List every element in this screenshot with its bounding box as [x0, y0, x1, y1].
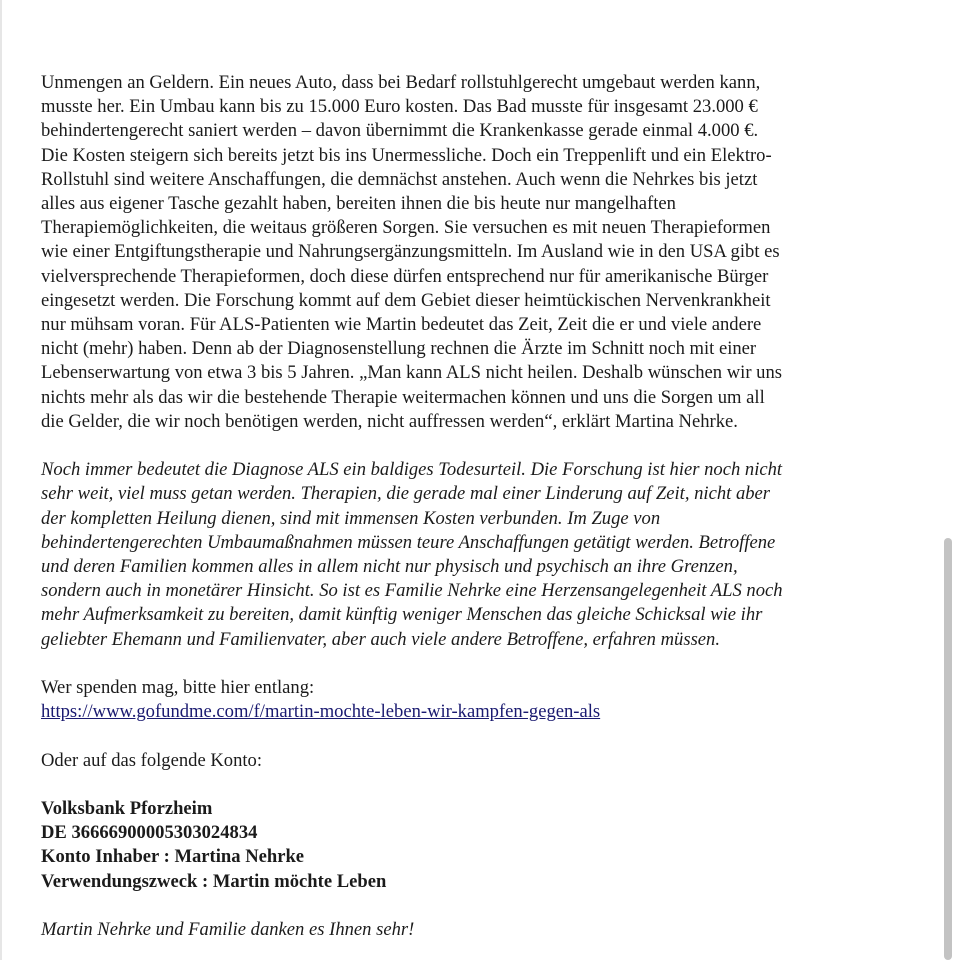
donation-intro: Wer spenden mag, bitte hier entlang: [41, 677, 315, 699]
gofundme-link[interactable]: https://www.gofundme.com/f/martin-mochte-leben-wir-kampfen-gegen-als [41, 701, 601, 723]
text-line: der kompletten Heilung dienen, sind mit immensen Kosten verbunden. Im Zuge von [41, 507, 661, 529]
donation-section [41, 676, 936, 724]
text-line: eingesetzt werden. Die Forschung kommt auf dem Gebiet dieser heimtückischen Nervenkrankheit [41, 289, 771, 311]
text-line: nur mühsam voran. Für ALS-Patienten wie Martin bedeutet das Zeit, Zeit die er und viele andere [41, 314, 762, 336]
text-line: alles aus eigener Tasche gezahlt haben, bereiten ihnen die bis heute nur mangelhaften [41, 193, 676, 215]
bank-iban: DE 36666900005303024834 [41, 822, 258, 844]
text-line: wie einer Entgiftungstherapie und Nahrungsergänzungsmitteln. Im Ausland wie in den USA gibt es [41, 241, 780, 263]
text-line: nichts mehr als das wir die bestehende Therapie weitermachen können und uns die Sorgen um all [41, 386, 765, 408]
text-line: Rollstuhl sind weitere Anschaffungen, die demnächst anstehen. Auch wenn die Nehrkes bis jetzt [41, 168, 758, 190]
text-line: Die Kosten steigern sich bereits jetzt bis ins Unermessliche. Doch ein Treppenlift und ein Elektro- [41, 144, 772, 166]
closing-line: Martin Nehrke und Familie danken es Ihnen sehr! [41, 919, 415, 941]
vertical-scrollbar[interactable] [944, 0, 960, 960]
text-line: vielversprechende Therapieformen, doch diese dürfen entsprechend nur für amerikanische Bürger [41, 265, 769, 287]
payment-purpose: Verwendungszweck : Martin möchte Leben [41, 870, 387, 892]
paragraph-costs [41, 71, 936, 434]
text-line: Unmengen an Geldern. Ein neues Auto, dass bei Bedarf rollstuhlgerecht umgebaut werden kann, [41, 72, 761, 93]
text-line: mehr Aufmerksamkeit zu bereiten, damit künftig weniger Menschen das gleiche Schicksal wie ihr [41, 604, 763, 626]
text-line: und deren Familien kommen alles in allem nicht nur physisch und psychisch an ihre Grenzen, [41, 556, 738, 578]
text-line: behindertengerechten Umbaumaßnahmen müssen teure Anschaffungen getätigt werden. Betroffene [41, 531, 776, 553]
account-holder: Konto Inhaber : Martina Nehrke [41, 846, 305, 868]
page-left-border [0, 0, 2, 960]
text-line: nicht (mehr) haben. Denn ab der Diagnosenstellung rechnen die Ärzte im Schnitt noch mit einer [41, 338, 757, 360]
account-intro-section [41, 749, 936, 773]
text-line: sondern auch in monetärer Hinsicht. So ist es Familie Nehrke eine Herzensangelegenheit ALS noch [41, 580, 783, 602]
document-body [41, 71, 936, 942]
text-line: Therapiemöglichkeiten, die weitaus größeren Sorgen. Sie versuchen es mit neuen Therapieformen [41, 217, 771, 239]
text-line: geliebter Ehemann und Familienvater, aber auch viele andere Betroffene, erfahren müssen. [41, 628, 721, 650]
bank-name: Volksbank Pforzheim [41, 798, 213, 820]
text-line: Lebenserwartung von etwa 3 bis 5 Jahren. „Man kann ALS nicht heilen. Deshalb wünschen wir uns [41, 362, 782, 384]
bank-details [41, 797, 936, 894]
text-line: die Gelder, die wir noch benötigen werden, nicht auffressen werden“, erklärt Martina Nehrke. [41, 410, 738, 432]
scrollbar-thumb[interactable] [944, 538, 952, 960]
account-intro: Oder auf das folgende Konto: [41, 749, 262, 771]
text-line: sehr weit, viel muss getan werden. Therapien, die gerade mal einer Linderung auf Zeit, nicht aber [41, 483, 771, 505]
text-line: musste her. Ein Umbau kann bis zu 15.000 Euro kosten. Das Bad musste für insgesamt 23.000 € [41, 96, 758, 118]
closing-section [41, 918, 936, 942]
text-line: behindertengerecht saniert werden – davon übernimmt die Krankenkasse gerade einmal 4.000 €. [41, 120, 759, 142]
paragraph-summary [41, 458, 936, 652]
text-line: Noch immer bedeutet die Diagnose ALS ein baldiges Todesurteil. Die Forschung ist hier noch nicht [41, 459, 783, 481]
